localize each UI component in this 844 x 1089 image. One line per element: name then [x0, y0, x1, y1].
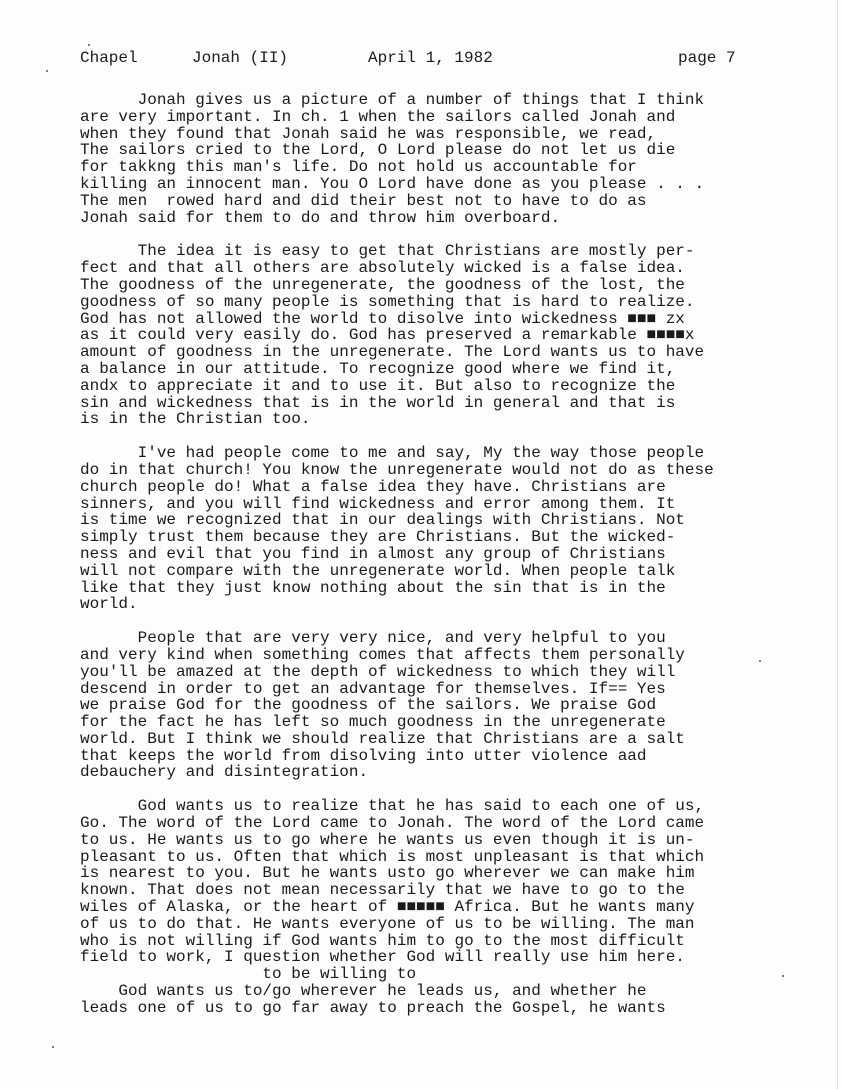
text-line: ness and evil that you find in almost any group of Christians: [80, 544, 666, 563]
text-line: fect and that all others are absolutely wicked is a false idea.: [80, 259, 685, 278]
text-line: church people do! What a false idea they have. Christians are: [80, 477, 666, 496]
text-line: is in the Christian too.: [80, 410, 311, 429]
text-line: descend in order to get an advantage for themselves. If== Yes: [80, 679, 666, 698]
text-line: that keeps the world from disolving into utter violence aad: [80, 746, 647, 765]
text-line: who is not willing if God wants him to go to the most difficult: [80, 931, 685, 950]
text-line: The goodness of the unregenerate, the goodness of the lost, the: [80, 275, 685, 294]
text-line: and very kind when something comes that affects them personally: [80, 645, 685, 664]
text-line: The sailors cried to the Lord, O Lord please do not let us die: [80, 141, 676, 160]
text-line: for the fact he has left so much goodness in the unregenerate: [80, 713, 666, 732]
text-line: The idea it is easy to get that Christians are mostly per-: [80, 242, 695, 261]
paragraph: [80, 92, 780, 226]
header-title: Jonah (II): [192, 49, 289, 67]
text-line: goodness of so many people is something that is hard to realize.: [80, 292, 695, 311]
header-page-number: page 7: [678, 49, 736, 67]
scan-speck: [88, 44, 90, 46]
text-line: simply trust them because they are Christians. But the wicked-: [80, 528, 676, 547]
text-line: The men rowed hard and did their best not to have to do as: [80, 191, 647, 210]
header-chapel: Chapel: [80, 49, 138, 67]
text-line: I've had people come to me and say, My the way those people: [80, 444, 705, 463]
text-line: you'll be amazed at the depth of wickedness to which they will: [80, 662, 676, 681]
text-line: is time we recognized that in our dealings with Christians. Not: [80, 511, 685, 530]
text-line: People that are very very nice, and very helpful to you: [80, 629, 666, 648]
text-line: are very important. In ch. 1 when the sailors called Jonah and: [80, 107, 676, 126]
text-line: we praise God for the goodness of the sailors. We praise God: [80, 696, 657, 715]
page-header: [0, 46, 844, 70]
text-line: do in that church! You know the unregenerate would not do as these: [80, 460, 714, 479]
text-line: world.: [80, 595, 138, 614]
paragraph: [80, 630, 780, 781]
text-line: debauchery and disintegration.: [80, 763, 369, 782]
text-line: to us. He wants us to go where he wants us even though it is un-: [80, 830, 695, 849]
text-line: leads one of us to go far away to preach the Gospel, he wants: [80, 998, 666, 1017]
text-line: is nearest to you. But he wants usto go wherever we can make him: [80, 864, 695, 883]
header-date: April 1, 1982: [368, 49, 493, 67]
text-line: pleasant to us. Often that which is most unpleasant is that which: [80, 847, 705, 866]
paragraph: [80, 798, 780, 1016]
text-line: like that they just know nothing about the sin that is in the: [80, 578, 666, 597]
text-line: killing an innocent man. You O Lord have done as you please . . .: [80, 174, 705, 193]
text-line: when they found that Jonah said he was responsible, we read,: [80, 124, 657, 143]
text-line: sinners, and you will find wickedness and error among them. It: [80, 494, 676, 513]
page-edge-shadow: [837, 0, 838, 1089]
text-line: for takkng this man's life. Do not hold us accountable for: [80, 158, 637, 177]
text-line: to be willing to: [80, 965, 417, 984]
text-line: God wants us to realize that he has said to each one of us,: [80, 797, 705, 816]
paragraph: [80, 445, 780, 613]
text-line: God has not allowed the world to disolve into wickedness ■■■ zx: [80, 309, 685, 328]
text-line: Jonah gives us a picture of a number of things that I think: [80, 91, 705, 109]
scan-speck: [782, 975, 784, 977]
text-line: of us to do that. He wants everyone of us to be willing. The man: [80, 914, 695, 933]
text-line: wiles of Alaska, or the heart of ■■■■■ Africa. But he wants many: [80, 898, 695, 917]
text-line: sin and wickedness that is in the world in general and that is: [80, 393, 676, 412]
scan-speck: [759, 660, 761, 662]
text-line: known. That does not mean necessarily that we have to go to the: [80, 881, 685, 900]
document-body: [80, 92, 780, 1017]
scan-speck: [52, 1046, 54, 1048]
text-line: field to work, I question whether God will really use him here.: [80, 948, 685, 967]
text-line: andx to appreciate it and to use it. But also to recognize the: [80, 376, 676, 395]
scan-speck: [46, 70, 48, 72]
text-line: world. But I think we should realize that Christians are a salt: [80, 729, 685, 748]
text-line: a balance in our attitude. To recognize good where we find it,: [80, 359, 676, 378]
text-line: as it could very easily do. God has preserved a remarkable ■■■■x: [80, 326, 695, 345]
paragraph: [80, 243, 780, 428]
text-line: amount of goodness in the unregenerate. The Lord wants us to have: [80, 343, 705, 362]
text-line: Go. The word of the Lord came to Jonah. The word of the Lord came: [80, 814, 705, 833]
text-line: Jonah said for them to do and throw him overboard.: [80, 208, 561, 227]
text-line: will not compare with the unregenerate world. When people talk: [80, 561, 676, 580]
text-line: God wants us to/go wherever he leads us, and whether he: [80, 982, 647, 1001]
